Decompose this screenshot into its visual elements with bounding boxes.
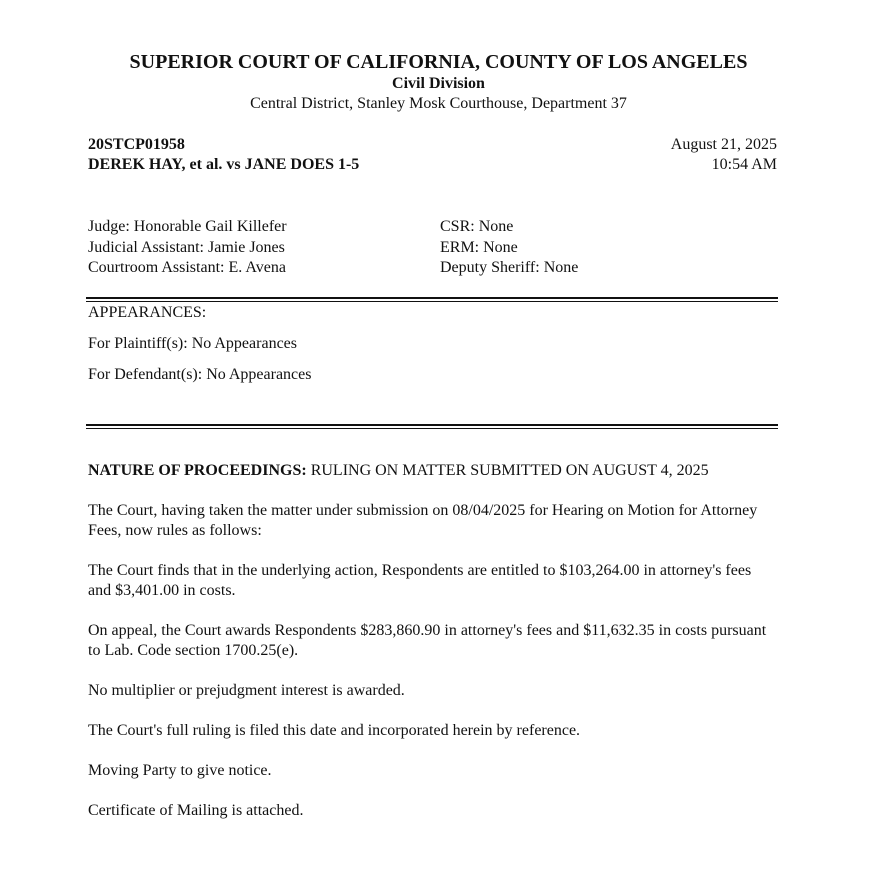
deputy-sheriff: Deputy Sheriff: None <box>440 259 579 276</box>
paragraph: The Court's full ruling is filed this date and incorporated herein by reference. <box>88 722 581 739</box>
proceedings-title <box>88 461 778 481</box>
plaintiff-appearance: For Plaintiff(s): No Appearances <box>88 335 297 352</box>
case-datetime <box>671 135 777 175</box>
erm: ERM: None <box>440 238 518 256</box>
proceedings-section <box>88 461 778 841</box>
paragraph: The Court finds that in the underlying action, Respondents are entitled to $103,264.00 in attorney's fees and $3,401.00 in costs. <box>88 562 752 599</box>
courtroom-assistant: Courtroom Assistant: E. Avena <box>88 259 286 276</box>
proceedings-title-text: RULING ON MATTER SUBMITTED ON AUGUST 4, 2025 <box>306 462 709 479</box>
paragraph: The Court, having taken the matter under submission on 08/04/2025 for Hearing on Motion for Attorney Fees, now rules as follows: <box>88 502 758 539</box>
proceedings-label: NATURE OF PROCEEDINGS: <box>88 462 307 479</box>
judge: Judge: Honorable Gail Killefer <box>88 218 287 235</box>
court-name: SUPERIOR COURT OF CALIFORNIA, COUNTY OF LOS ANGELES <box>129 51 748 73</box>
case-identity <box>88 135 359 175</box>
divider-bottom <box>86 424 778 429</box>
case-date: August 21, 2025 <box>670 136 777 153</box>
paragraph: On appeal, the Court awards Respondents $283,860.90 in attorney's fees and $11,632.35 in costs pursuant to Lab. Code section 1700.25(e). <box>88 622 767 659</box>
divider-top <box>86 297 778 302</box>
staff-right-column <box>440 217 578 279</box>
case-number: 20STCP01958 <box>88 136 185 153</box>
staff-left-column <box>88 217 287 279</box>
appearances-heading: APPEARANCES: <box>88 304 207 321</box>
division-name: Civil Division <box>392 75 485 92</box>
document-header <box>0 50 877 114</box>
paragraph: No multiplier or prejudgment interest is awarded. <box>88 682 405 699</box>
case-time: 10:54 AM <box>711 156 777 173</box>
courthouse-location: Central District, Stanley Mosk Courthouse, Department 37 <box>250 95 627 112</box>
paragraph: Moving Party to give notice. <box>88 762 272 779</box>
judicial-assistant: Judicial Assistant: Jamie Jones <box>88 238 285 256</box>
defendant-appearance: For Defendant(s): No Appearances <box>88 366 312 383</box>
appearances-section <box>88 303 311 396</box>
csr: CSR: None <box>440 218 514 235</box>
case-title: DEREK HAY, et al. vs JANE DOES 1-5 <box>88 156 360 173</box>
paragraph: Certificate of Mailing is attached. <box>88 802 304 819</box>
